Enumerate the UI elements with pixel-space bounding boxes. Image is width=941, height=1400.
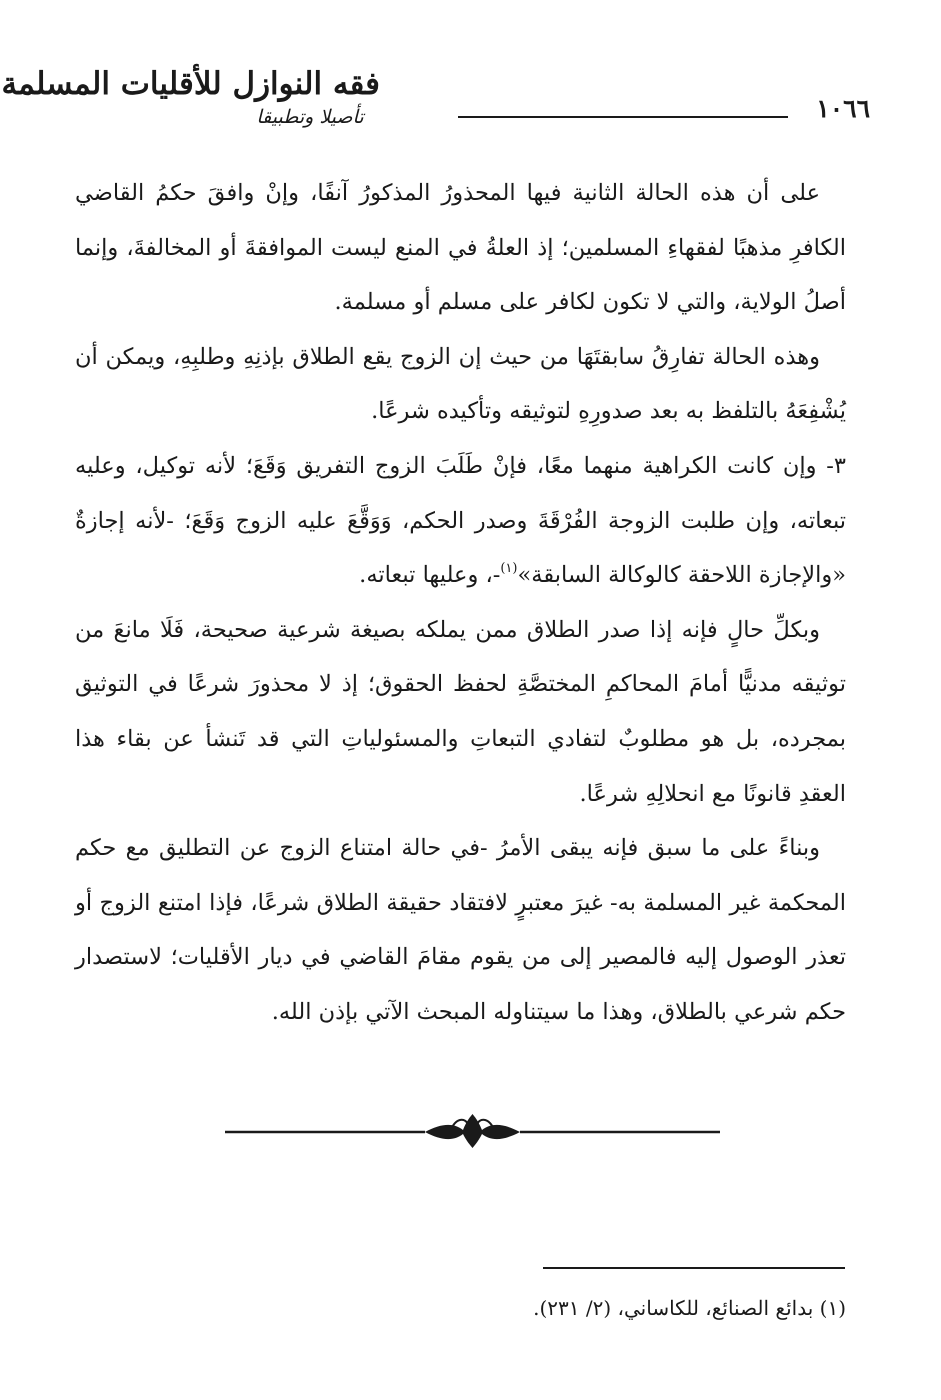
section-end-ornament [225,1112,720,1152]
page-number: ١٠٦٦ [816,94,870,123]
header-rule [458,116,788,118]
running-header [1,62,870,152]
paragraph-2: وهذه الحالة تفارِقُ سابقتَهَا من حيث إن الزوج يقع الطلاق بإذنِهِ وطلبِهِ، ويمكن أن يُشْفِعَهُ بالتلفظ به بعد صدورِهِ لتوثيقه وتأكيده شرعًا. [75,343,846,425]
book-subtitle: تأصيلا وتطبيقا [256,106,364,128]
book-title: فقه النوازل للأقليات المسلمة [1,66,380,102]
paragraph-3 [75,439,846,603]
body-text [75,166,846,1040]
footnote-rule [543,1267,845,1269]
paragraph-1: على أن هذه الحالة الثانية فيها المحذورُ المذكورُ آنفًا، وإنْ وافقَ حكمُ القاضي الكافرِ مذهبًا لفقهاءِ المسلمين؛ إذ العلةُ في المنع ليست الموافقةَ أو المخالفةَ، وإنما أصلُ الولاية، والتي لا تكون لكافر على مسلم أو مسلمة. [75,180,846,316]
paragraph-3-text: ٣- وإن كانت الكراهية منهما معًا، فإنْ طَلَبَ الزوج التفريق وَقَعَ؛ لأنه توكيل، وعليه تبعاته، وإن طلبت الزوجة الفُرْقَةَ وصدر الحكم، وَوَقَّعَ عليه الزوج وَقَعَ؛ -لأنه إجازةٌ «والإجازة اللاحقة كالوكالة السابقة» [75,452,846,589]
footnote-marker[interactable]: (١) [500,561,518,577]
footnote-1: (١) بدائع الصنائع، للكاساني، (٢/ ٢٣١). [533,1296,846,1320]
paragraph-4: وبكلِّ حالٍ فإنه إذا صدر الطلاق ممن يملكه بصيغة شرعية صحيحة، فَلَا مانعَ من توثيقه مدنيًّا أمامَ المحاكمِ المختصَّةِ لحفظ الحقوق؛ إذ لا محذورَ شرعًا في التوثيق بمجرده، بل هو مطلوبٌ لتفادي التبعاتِ والمسئولياتِ التي قد تَنشأ عن بقاء هذا العقدِ قانونًا مع انحلالِهِ شرعًا. [75,616,846,807]
paragraph-5: وبناءً على ما سبق فإنه يبقى الأمرُ -في حالة امتناع الزوج عن التطليق مع حكم المحكمة غير المسلمة به- غيرَ معتبرٍ لافتقاد حقيقة الطلاق شرعًا، فإذا امتنع الزوج أو تعذر الوصول إليه فالمصير إلى من يقوم مقامَ القاضي في ديار الأقليات؛ لاستصدار حكم شرعي بالطلاق، وهذا ما سيتناوله المبحث الآتي بإذن الله. [75,835,846,1025]
paragraph-3-tail: -، وعليها تبعاته. [359,562,501,589]
book-title-block [1,62,380,128]
